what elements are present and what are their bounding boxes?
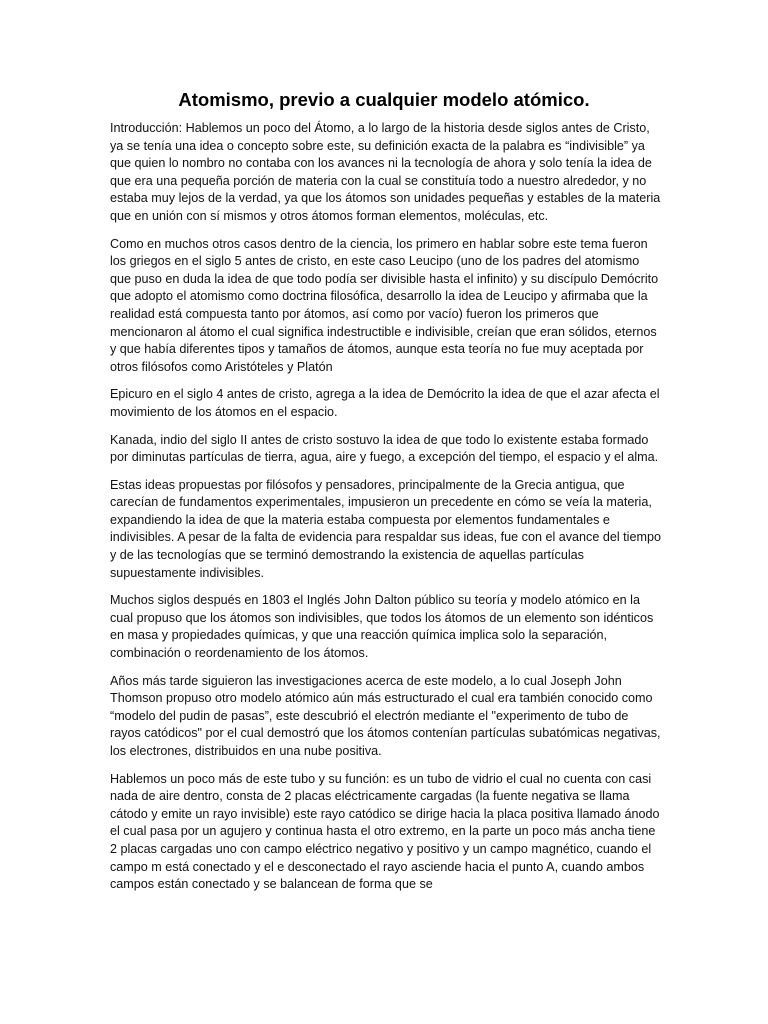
paragraph-filosofos: Estas ideas propuestas por filósofos y pensadores, principalmente de la Grecia antigua, que carecían de fundamentos experimentales, impusieron un precedente en cómo se veía la materia, expandiendo la idea de que la materia estaba compuesta por elementos fundamentales e indivisibles. A pesar de la falta de evidencia para respaldar sus ideas, fue con el avance del tiempo y de las tecnologías que se terminó demostrando la existencia de aquellas partículas supuestamente indivisibles. <box>110 477 661 580</box>
document-body <box>110 120 662 904</box>
paragraph-griegos: Como en muchos otros casos dentro de la ciencia, los primero en hablar sobre este tema fueron los griegos en el siglo 5 antes de cristo, en este caso Leucipo (uno de los padres del atomismo que puso en duda la idea de que todo podía ser divisible hasta el infinito) y su discípulo Demócrito que adopto el atomismo como doctrina filosófica, desarrollo la idea de Leucipo y afirmaba que la realidad está compuesta tanto por átomos, así como por vacío) fueron los primeros que mencionaron al átomo el cual significa indestructible e indivisible, creían que eran sólidos, eternos y que había diferentes tipos y tamaños de átomos, aunque esta teoría no fue muy aceptada por otros filósofos como Aristóteles y Platón <box>110 236 659 374</box>
paragraph-dalton: Muchos siglos después en 1803 el Inglés John Dalton público su teoría y modelo atómico en la cual propuso que los átomos son indivisibles, que todos los átomos de un elemento son idénticos en masa y propiedades químicas, y que una reacción química implica solo la separación, combinación o reordenamiento de los átomos. <box>110 593 654 661</box>
paragraph-introduccion: Introducción: Hablemos un poco del Átomo, a lo largo de la historia desde siglos antes de Cristo, ya se tenía una idea o concepto sobre este, su definición exacta de la palabra es “indivisible” ya que quien lo nombro no contaba con los avances ni la tecnología de ahora y solo tenía la idea de que era una pequeña porción de materia con la cual se constituía todo a nuestro alrededor, y no estaba muy lejos de la verdad, ya que los átomos son unidades pequeñas y estables de la materia que en unión con sí mismos y otros átomos forman elementos, moléculas, etc. <box>110 121 661 223</box>
document-title: Atomismo, previo a cualquier modelo atómico. <box>178 89 590 110</box>
paragraph-epicuro: Epicuro en el siglo 4 antes de cristo, agrega a la idea de Demócrito la idea de que el azar afecta el movimiento de los átomos en el espacio. <box>110 387 660 419</box>
paragraph-kanada: Kanada, indio del siglo II antes de cristo sostuvo la idea de que todo lo existente estaba formado por diminutas partículas de tierra, agua, aire y fuego, a excepción del tiempo, el espacio y el alma. <box>110 432 659 465</box>
paragraph-tubo: Hablemos un poco más de este tubo y su función: es un tubo de vidrio el cual no cuenta con casi nada de aire dentro, consta de 2 placas eléctricamente cargadas (la fuente negativa se llama cátodo y emite un rayo invisible) este rayo catódico se dirige hacia la placa positiva llamado ánodo el cual pasa por un agujero y continua hasta el otro extremo, en la parte un poco más ancha tiene 2 placas cargadas uno con campo eléctrico negativo y positivo y un campo magnético, cuando el campo m está conectado y el e desconectado el rayo asciende hacia el punto A, cuando ambos campos están conectado y se balancean de forma que se <box>110 771 660 892</box>
paragraph-thomson: Años más tarde siguieron las investigaciones acerca de este modelo, a lo cual Joseph John Thomson propuso otro modelo atómico aún más estructurado el cual era también conocido como “modelo del pudin de pasas”, este descubrió el electrón mediante el "experimento de tubo de rayos catódicos" por el cual demostró que los átomos contenían partículas subatómicas negativas, los electrones, distribuidos en una nube positiva. <box>110 673 661 758</box>
